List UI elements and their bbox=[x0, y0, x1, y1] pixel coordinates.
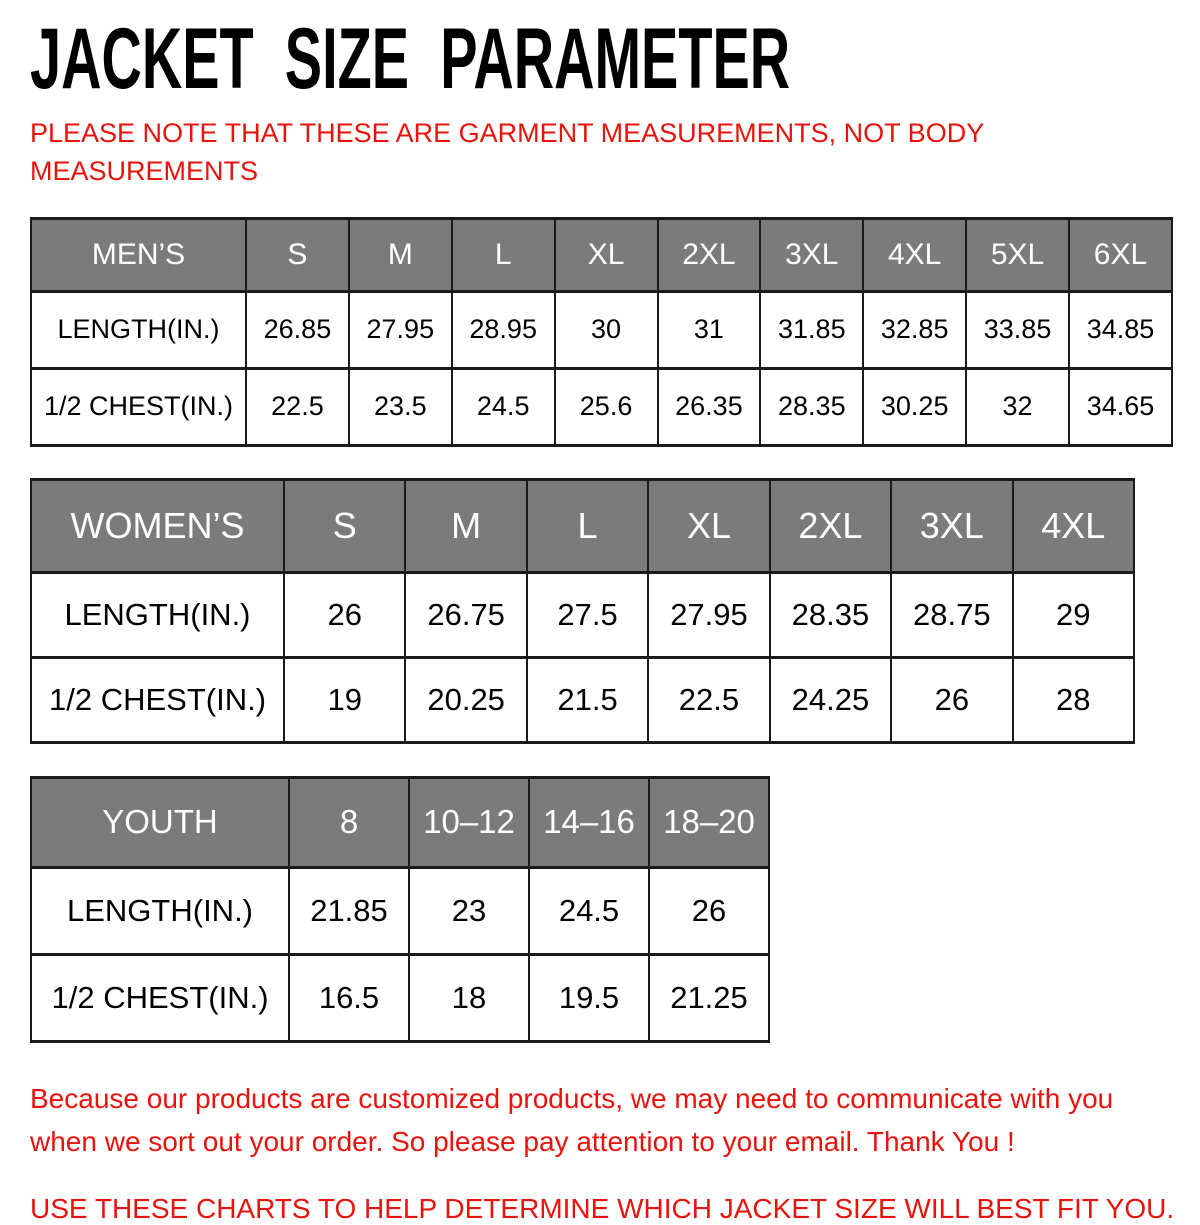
measurement-cell: 31 bbox=[658, 291, 761, 368]
size-column-header: XL bbox=[555, 218, 658, 291]
size-column-header: 8 bbox=[289, 777, 409, 867]
measurement-cell: 31.85 bbox=[760, 291, 863, 368]
table-row bbox=[31, 657, 1134, 742]
footer-paragraph-line: when we sort out your order. So please pay attention to your email. Thank You ! bbox=[30, 1126, 1015, 1158]
measurement-cell: 26 bbox=[284, 572, 405, 657]
measurement-cell: 32.85 bbox=[863, 291, 966, 368]
measurement-cell: 32 bbox=[966, 368, 1069, 445]
measurement-cell: 34.85 bbox=[1069, 291, 1172, 368]
measurement-cell: 19 bbox=[284, 657, 405, 742]
table-title-cell: YOUTH bbox=[31, 777, 289, 867]
row-label: 1/2 CHEST(IN.) bbox=[31, 657, 284, 742]
size-column-header: 2XL bbox=[770, 479, 891, 572]
page-title: JACKET SIZE PARAMETER bbox=[30, 11, 791, 107]
size-column-header: 4XL bbox=[863, 218, 966, 291]
size-column-header: S bbox=[284, 479, 405, 572]
customization-notice bbox=[30, 1077, 1200, 1164]
womens-size-table bbox=[30, 478, 1135, 744]
size-column-header: 3XL bbox=[891, 479, 1012, 572]
measurement-cell: 28.95 bbox=[452, 291, 555, 368]
table-row bbox=[31, 572, 1134, 657]
measurement-cell: 28 bbox=[1013, 657, 1134, 742]
measurement-cell: 26 bbox=[649, 867, 769, 954]
measurement-cell: 24.25 bbox=[770, 657, 891, 742]
measurement-cell: 21.5 bbox=[527, 657, 648, 742]
note-line: PLEASE NOTE THAT THESE ARE GARMENT MEASUREMENTS, NOT BODY bbox=[30, 118, 985, 148]
measurement-cell: 20.25 bbox=[405, 657, 526, 742]
row-label: 1/2 CHEST(IN.) bbox=[31, 954, 289, 1041]
measurement-cell: 34.65 bbox=[1069, 368, 1172, 445]
measurement-cell: 23 bbox=[409, 867, 529, 954]
youth-size-table bbox=[30, 776, 770, 1043]
size-column-header: M bbox=[349, 218, 452, 291]
header-row bbox=[31, 218, 1172, 291]
measurement-cell: 26 bbox=[891, 657, 1012, 742]
measurement-cell: 24.5 bbox=[452, 368, 555, 445]
size-column-header: L bbox=[452, 218, 555, 291]
footer-paragraph-line: Because our products are customized products, we may need to communicate with you bbox=[30, 1082, 1114, 1114]
measurement-cell: 28.35 bbox=[770, 572, 891, 657]
header-row bbox=[31, 777, 769, 867]
mens-size-table bbox=[30, 217, 1173, 447]
measurement-cell: 18 bbox=[409, 954, 529, 1041]
measurement-cell: 28.75 bbox=[891, 572, 1012, 657]
measurement-cell: 25.6 bbox=[555, 368, 658, 445]
measurement-cell: 27.95 bbox=[648, 572, 769, 657]
table-title-cell: WOMEN’S bbox=[31, 479, 284, 572]
size-column-header: 4XL bbox=[1013, 479, 1134, 572]
measurement-cell: 30.25 bbox=[863, 368, 966, 445]
table-row bbox=[31, 867, 769, 954]
row-label: LENGTH(IN.) bbox=[31, 867, 289, 954]
measurement-cell: 16.5 bbox=[289, 954, 409, 1041]
measurement-cell: 27.95 bbox=[349, 291, 452, 368]
measurement-cell: 33.85 bbox=[966, 291, 1069, 368]
size-column-header: M bbox=[405, 479, 526, 572]
table-row bbox=[31, 954, 769, 1041]
footer-closing-line: USE THESE CHARTS TO HELP DETERMINE WHICH JACKET SIZE WILL BEST FIT YOU. bbox=[30, 1193, 1175, 1225]
measurement-cell: 23.5 bbox=[349, 368, 452, 445]
measurement-cell: 22.5 bbox=[246, 368, 349, 445]
size-column-header: 10–12 bbox=[409, 777, 529, 867]
garment-measurement-note bbox=[30, 114, 1200, 191]
measurement-cell: 21.25 bbox=[649, 954, 769, 1041]
measurement-cell: 26.35 bbox=[658, 368, 761, 445]
measurement-cell: 28.35 bbox=[760, 368, 863, 445]
measurement-cell: 26.85 bbox=[246, 291, 349, 368]
size-column-header: 6XL bbox=[1069, 218, 1172, 291]
size-column-header: 14–16 bbox=[529, 777, 649, 867]
table-title-cell: MEN’S bbox=[31, 218, 246, 291]
row-label: LENGTH(IN.) bbox=[31, 291, 246, 368]
measurement-cell: 27.5 bbox=[527, 572, 648, 657]
size-column-header: XL bbox=[648, 479, 769, 572]
measurement-cell: 19.5 bbox=[529, 954, 649, 1041]
table-row bbox=[31, 368, 1172, 445]
measurement-cell: 29 bbox=[1013, 572, 1134, 657]
row-label: LENGTH(IN.) bbox=[31, 572, 284, 657]
measurement-cell: 21.85 bbox=[289, 867, 409, 954]
size-column-header: 18–20 bbox=[649, 777, 769, 867]
table-row bbox=[31, 291, 1172, 368]
measurement-cell: 30 bbox=[555, 291, 658, 368]
size-column-header: S bbox=[246, 218, 349, 291]
measurement-cell: 22.5 bbox=[648, 657, 769, 742]
size-column-header: 2XL bbox=[658, 218, 761, 291]
row-label: 1/2 CHEST(IN.) bbox=[31, 368, 246, 445]
size-column-header: 3XL bbox=[760, 218, 863, 291]
measurement-cell: 26.75 bbox=[405, 572, 526, 657]
size-column-header: 5XL bbox=[966, 218, 1069, 291]
note-line: MEASUREMENTS bbox=[30, 156, 259, 187]
measurement-cell: 24.5 bbox=[529, 867, 649, 954]
size-column-header: L bbox=[527, 479, 648, 572]
header-row bbox=[31, 479, 1134, 572]
